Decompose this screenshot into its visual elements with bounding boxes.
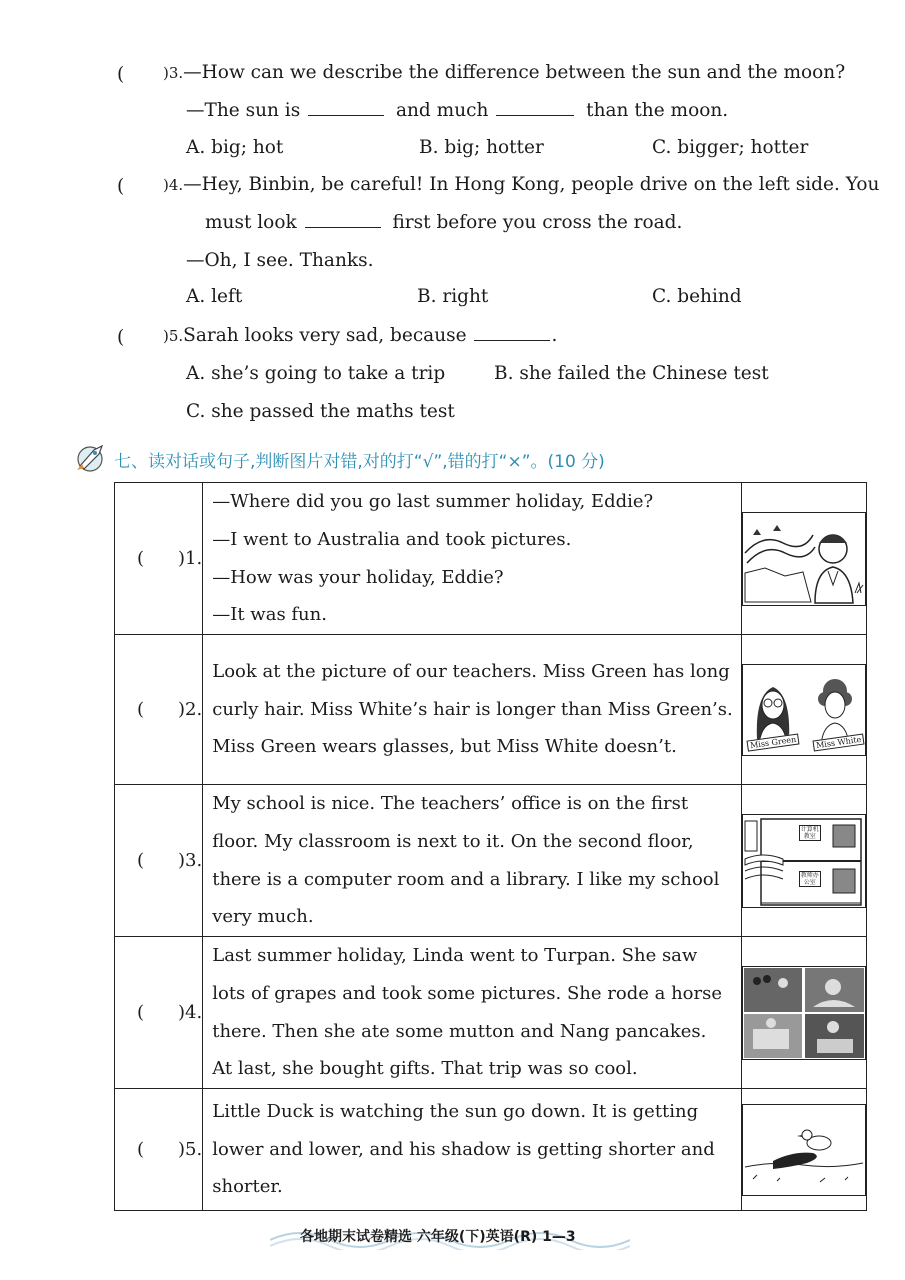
option-a: A. big; hot — [186, 137, 284, 158]
sentence-line: curly hair. Miss White’s hair is longer than Miss Green’s. — [212, 698, 733, 720]
question-4-line3: —Oh, I see. Thanks. — [186, 250, 374, 271]
image-label: Miss White — [812, 733, 864, 751]
answer-paren-open: ( — [137, 1002, 145, 1023]
image-label: Miss Green — [746, 733, 799, 751]
table-row — [115, 937, 867, 1089]
dialogue-line: —How was your holiday, Eddie? — [212, 566, 504, 588]
answer-paren-open: ( — [137, 548, 145, 569]
great-wall-boy-illustration — [742, 512, 866, 606]
option-b: B. she failed the Chinese test — [494, 363, 769, 384]
option-c: C. behind — [652, 286, 742, 307]
dialogue-line: —I went to Australia and took pictures. — [212, 528, 572, 550]
answer-paren-open: ( — [137, 699, 145, 720]
sentence-line: floor. My classroom is next to it. On the second floor, — [212, 830, 694, 852]
answer-paren-open: ( — [117, 327, 125, 348]
dialogue-line: —Where did you go last summer holiday, Eddie? — [212, 491, 654, 513]
sentence-line: there is a computer room and a library. I like my school — [212, 868, 720, 890]
question-3-line1: )3.—How can we describe the difference between the sun and the moon? — [163, 62, 846, 83]
duck-shadow-illustration — [742, 1104, 866, 1196]
answer-paren-open: ( — [137, 850, 145, 871]
row-number: )1. — [178, 548, 203, 569]
option-c: C. bigger; hotter — [652, 137, 809, 158]
row-number: )4. — [178, 1002, 203, 1023]
sentence-line: lower and lower, and his shadow is getting shorter and — [212, 1138, 715, 1160]
option-a: A. left — [186, 286, 243, 307]
row-number: )5. — [178, 1139, 203, 1160]
four-panel-turpan-illustration — [742, 966, 866, 1060]
judgement-table — [114, 482, 867, 1211]
table-row — [115, 1089, 867, 1211]
sentence-line: Last summer holiday, Linda went to Turpan. She saw — [212, 945, 698, 967]
table-row — [115, 635, 867, 785]
answer-paren-open: ( — [117, 64, 125, 85]
sentence-line: Little Duck is watching the sun go down. It is getting — [212, 1101, 699, 1123]
image-label: 计算机教室 — [800, 825, 819, 840]
sentence-line: very much. — [212, 906, 314, 928]
rocket-badge-icon — [74, 442, 110, 474]
sentence-line: My school is nice. The teachers’ office is on the first — [212, 793, 689, 815]
sentence-line: shorter. — [212, 1176, 283, 1198]
answer-paren-open: ( — [117, 176, 125, 197]
question-4-line2: must look first before you cross the road. — [205, 212, 683, 233]
option-b: B. big; hotter — [419, 137, 544, 158]
question-4-line1: )4.—Hey, Binbin, be careful! In Hong Kong, people drive on the left side. You — [163, 174, 880, 195]
school-building-illustration — [742, 814, 866, 908]
answer-paren-open: ( — [137, 1139, 145, 1160]
sentence-line: lots of grapes and took some pictures. She rode a horse — [212, 982, 722, 1004]
dialogue-line: —It was fun. — [212, 604, 327, 626]
section-title: 七、读对话或句子,判断图片对错,对的打“√”,错的打“×”。(10 分) — [114, 452, 605, 472]
sentence-line: At last, she bought gifts. That trip was so cool. — [212, 1058, 638, 1080]
option-b: B. right — [417, 286, 489, 307]
option-a: A. she’s going to take a trip — [186, 363, 446, 384]
image-label: 教师办公室 — [800, 871, 819, 886]
sentence-line: there. Then she ate some mutton and Nang pancakes. — [212, 1020, 707, 1042]
sentence-line: Look at the picture of our teachers. Miss Green has long — [212, 661, 730, 683]
table-row — [115, 483, 867, 635]
sentence-line: Miss Green wears glasses, but Miss White doesn’t. — [212, 736, 677, 758]
question-5-line1: )5.Sarah looks very sad, because . — [163, 325, 558, 346]
row-number: )2. — [178, 699, 203, 720]
table-row — [115, 785, 867, 937]
footer-text: 各地期末试卷精选 六年级(下)英语(R) 1—3 — [300, 1229, 576, 1245]
option-c: C. she passed the maths test — [186, 401, 455, 422]
row-number: )3. — [178, 850, 203, 871]
question-3-line2: —The sun is and much than the moon. — [186, 100, 729, 121]
teachers-illustration — [742, 664, 866, 756]
